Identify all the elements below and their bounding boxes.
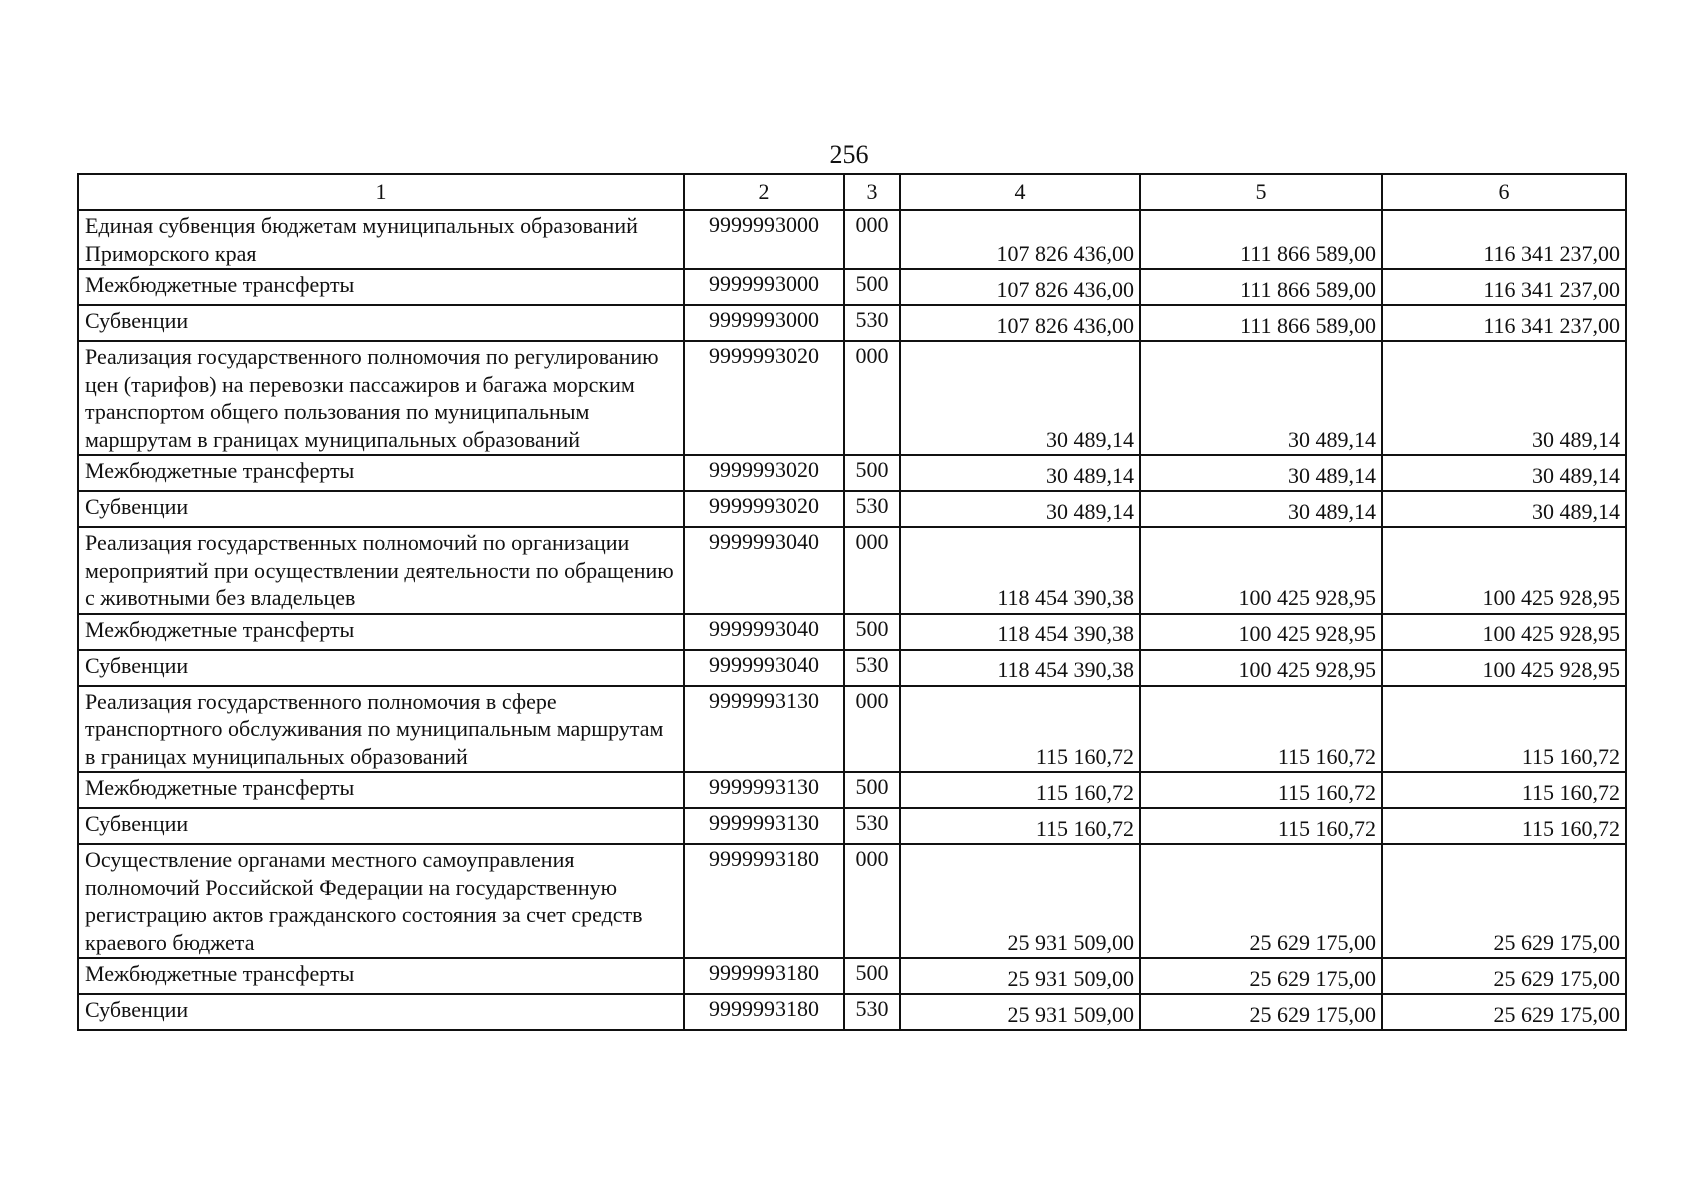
row-amount-col6: 100 425 928,95 [1382,650,1626,686]
row-amount-col6: 116 341 237,00 [1382,269,1626,305]
row-amount-col5: 30 489,14 [1140,341,1382,455]
row-name-cell: Единая субвенция бюджетам муниципальных образований Приморского края [78,210,684,269]
table-row [78,844,1626,958]
row-name-cell: Реализация государственного полномочия по регулированию цен (тарифов) на перевозки пассажиров и багажа морским транспортом общего пользования по муниципальным маршрутам в границах муниципальных образований [78,341,684,455]
row-amount-col5: 100 425 928,95 [1140,527,1382,614]
row-name-cell: Межбюджетные трансферты [78,772,684,808]
row-amount-col4: 107 826 436,00 [900,210,1140,269]
table-header-row [78,174,1626,210]
table-row [78,994,1626,1030]
row-amount-col4: 25 931 509,00 [900,844,1140,958]
row-name-cell: Субвенции [78,650,684,686]
row-amount-col6: 116 341 237,00 [1382,210,1626,269]
row-amount-col4: 30 489,14 [900,491,1140,527]
row-code-cell: 9999993020 [684,491,844,527]
row-amount-col4: 115 160,72 [900,808,1140,844]
table-row [78,341,1626,455]
row-code-cell: 9999993040 [684,650,844,686]
table-row [78,808,1626,844]
table-row [78,305,1626,341]
row-amount-col5: 30 489,14 [1140,491,1382,527]
row-code-cell: 9999993020 [684,341,844,455]
table-row [78,269,1626,305]
row-amount-col4: 30 489,14 [900,341,1140,455]
row-amount-col6: 100 425 928,95 [1382,527,1626,614]
row-code-cell: 9999993130 [684,808,844,844]
row-type-cell: 000 [844,210,900,269]
row-amount-col4: 118 454 390,38 [900,614,1140,650]
table-row [78,614,1626,650]
row-amount-col4: 107 826 436,00 [900,269,1140,305]
row-amount-col4: 115 160,72 [900,686,1140,773]
row-code-cell: 9999993000 [684,210,844,269]
row-amount-col4: 118 454 390,38 [900,650,1140,686]
row-amount-col5: 115 160,72 [1140,808,1382,844]
row-amount-col5: 115 160,72 [1140,686,1382,773]
row-amount-col5: 115 160,72 [1140,772,1382,808]
header-col-4: 4 [900,174,1140,210]
table-row [78,210,1626,269]
row-name-cell: Субвенции [78,994,684,1030]
header-col-6: 6 [1382,174,1626,210]
row-name-cell: Реализация государственных полномочий по организации мероприятий при осуществлении деятельности по обращению с животными без владельцев [78,527,684,614]
row-amount-col6: 30 489,14 [1382,491,1626,527]
row-type-cell: 530 [844,650,900,686]
row-amount-col5: 30 489,14 [1140,455,1382,491]
row-amount-col4: 107 826 436,00 [900,305,1140,341]
row-amount-col6: 116 341 237,00 [1382,305,1626,341]
row-type-cell: 000 [844,844,900,958]
row-amount-col6: 25 629 175,00 [1382,994,1626,1030]
header-col-2: 2 [684,174,844,210]
budget-table [77,173,1627,1031]
row-code-cell: 9999993180 [684,844,844,958]
row-amount-col6: 115 160,72 [1382,772,1626,808]
table-row [78,455,1626,491]
row-type-cell: 000 [844,527,900,614]
row-amount-col4: 30 489,14 [900,455,1140,491]
row-amount-col5: 25 629 175,00 [1140,844,1382,958]
row-amount-col6: 100 425 928,95 [1382,614,1626,650]
table-row [78,491,1626,527]
row-type-cell: 530 [844,994,900,1030]
row-amount-col5: 111 866 589,00 [1140,305,1382,341]
header-col-3: 3 [844,174,900,210]
header-col-5: 5 [1140,174,1382,210]
row-code-cell: 9999993020 [684,455,844,491]
row-type-cell: 500 [844,614,900,650]
row-amount-col6: 25 629 175,00 [1382,958,1626,994]
row-amount-col6: 30 489,14 [1382,455,1626,491]
row-amount-col5: 100 425 928,95 [1140,650,1382,686]
table-row [78,958,1626,994]
row-amount-col5: 100 425 928,95 [1140,614,1382,650]
row-type-cell: 500 [844,958,900,994]
row-name-cell: Субвенции [78,305,684,341]
row-name-cell: Межбюджетные трансферты [78,614,684,650]
table-row [78,650,1626,686]
row-amount-col4: 115 160,72 [900,772,1140,808]
row-amount-col5: 111 866 589,00 [1140,269,1382,305]
row-type-cell: 530 [844,808,900,844]
table-body [78,210,1626,1030]
row-type-cell: 530 [844,491,900,527]
row-amount-col5: 25 629 175,00 [1140,994,1382,1030]
row-amount-col6: 25 629 175,00 [1382,844,1626,958]
row-amount-col4: 25 931 509,00 [900,958,1140,994]
table-row [78,772,1626,808]
page-number: 256 [829,140,869,169]
row-amount-col6: 115 160,72 [1382,808,1626,844]
table-row [78,686,1626,773]
row-name-cell: Осуществление органами местного самоуправления полномочий Российской Федерации на государственную регистрацию актов гражданского состояния за счет средств краевого бюджета [78,844,684,958]
row-code-cell: 9999993130 [684,772,844,808]
row-amount-col5: 111 866 589,00 [1140,210,1382,269]
row-code-cell: 9999993040 [684,614,844,650]
row-amount-col4: 25 931 509,00 [900,994,1140,1030]
row-name-cell: Субвенции [78,491,684,527]
row-amount-col6: 30 489,14 [1382,341,1626,455]
row-name-cell: Субвенции [78,808,684,844]
row-code-cell: 9999993040 [684,527,844,614]
row-type-cell: 500 [844,772,900,808]
table-row [78,527,1626,614]
row-type-cell: 500 [844,269,900,305]
row-code-cell: 9999993130 [684,686,844,773]
row-type-cell: 500 [844,455,900,491]
row-amount-col6: 115 160,72 [1382,686,1626,773]
row-type-cell: 000 [844,341,900,455]
row-code-cell: 9999993180 [684,958,844,994]
row-name-cell: Межбюджетные трансферты [78,269,684,305]
row-code-cell: 9999993000 [684,269,844,305]
row-name-cell: Межбюджетные трансферты [78,455,684,491]
row-name-cell: Реализация государственного полномочия в сфере транспортного обслуживания по муниципальным маршрутам в границах муниципальных образований [78,686,684,773]
row-amount-col5: 25 629 175,00 [1140,958,1382,994]
row-amount-col4: 118 454 390,38 [900,527,1140,614]
row-code-cell: 9999993000 [684,305,844,341]
row-code-cell: 9999993180 [684,994,844,1030]
row-type-cell: 530 [844,305,900,341]
row-name-cell: Межбюджетные трансферты [78,958,684,994]
row-type-cell: 000 [844,686,900,773]
header-col-1: 1 [78,174,684,210]
